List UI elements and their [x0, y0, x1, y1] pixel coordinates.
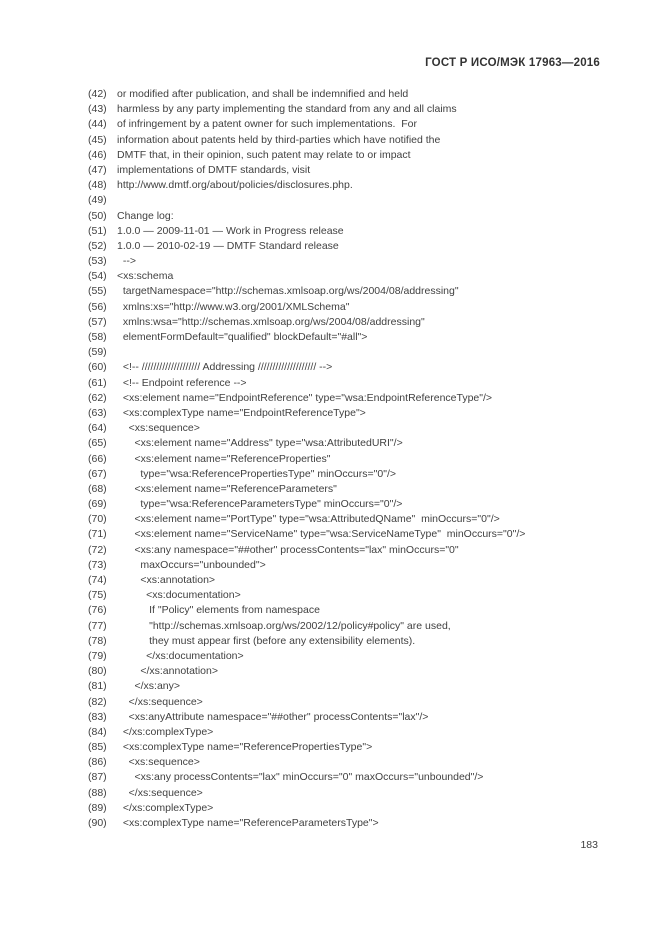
line-text: <xs:complexType name="EndpointReferenceType"> — [117, 406, 366, 419]
line-number: (60) — [88, 361, 107, 374]
line-text: targetNamespace="http://schemas.xmlsoap.org/ws/2004/08/addressing" — [117, 285, 459, 298]
line-text: <xs:element name="ServiceName" type="wsa:ServiceNameType" minOccurs="0"/> — [117, 528, 526, 541]
line-number: (78) — [88, 634, 107, 647]
code-line — [88, 224, 631, 239]
line-text: xmlns:wsa="http://schemas.xmlsoap.org/ws/2004/08/addressing" — [117, 315, 425, 328]
code-line — [88, 148, 631, 163]
code-line — [88, 117, 631, 132]
line-number: (47) — [88, 163, 107, 176]
line-text: </xs:sequence> — [117, 695, 203, 708]
code-line — [88, 330, 631, 345]
line-number: (44) — [88, 118, 107, 131]
line-text: </xs:annotation> — [117, 665, 218, 678]
line-number: (61) — [88, 376, 107, 389]
code-line — [88, 87, 631, 102]
line-text: they must appear first (before any extensibility elements). — [117, 634, 416, 647]
code-line — [88, 239, 631, 254]
code-line — [88, 133, 631, 148]
line-number: (48) — [88, 179, 107, 192]
line-number: (90) — [88, 817, 107, 829]
line-text: <xs:element name="PortType" type="wsa:AttributedQName" minOccurs="0"/> — [117, 513, 500, 526]
line-number: (82) — [88, 695, 107, 708]
line-number: (71) — [88, 528, 107, 541]
line-number: (83) — [88, 710, 107, 723]
line-number: (55) — [88, 285, 107, 298]
line-number: (62) — [88, 391, 107, 404]
line-number: (69) — [88, 498, 107, 511]
line-text: <xs:documentation> — [117, 589, 241, 602]
code-line — [88, 664, 631, 679]
line-text: 1.0.0 — 2010-02-19 — DMTF Standard release — [117, 239, 339, 252]
line-text: If "Policy" elements from namespace — [117, 604, 320, 617]
line-number: (80) — [88, 665, 107, 678]
line-number: (89) — [88, 801, 107, 814]
line-text: Change log: — [117, 209, 174, 222]
code-line — [88, 467, 631, 482]
code-line — [88, 527, 631, 542]
code-line — [88, 558, 631, 573]
line-text: </xs:documentation> — [117, 649, 244, 662]
line-number: (45) — [88, 133, 107, 146]
line-text: </xs:any> — [117, 680, 181, 693]
line-text: <xs:anyAttribute namespace="##other" processContents="lax"/> — [117, 710, 429, 723]
line-text: <!-- //////////////////// Addressing //////////////////// --> — [117, 361, 333, 374]
line-number: (49) — [88, 194, 107, 207]
line-text: type="wsa:ReferenceParametersType" minOccurs="0"/> — [117, 498, 403, 511]
line-text: of infringement by a patent owner for such implementations. For — [117, 118, 417, 131]
line-text: "http://schemas.xmlsoap.org/ws/2002/12/policy#policy" are used, — [117, 619, 451, 632]
code-line — [88, 178, 631, 193]
line-number: (57) — [88, 315, 107, 328]
line-number: (68) — [88, 482, 107, 495]
line-text: </xs:complexType> — [117, 725, 214, 738]
line-number: (73) — [88, 558, 107, 571]
code-line — [88, 816, 631, 831]
line-number: (79) — [88, 649, 107, 662]
code-line — [88, 421, 631, 436]
line-number: (63) — [88, 406, 107, 419]
line-text: <xs:any processContents="lax" minOccurs="0" maxOccurs="unbounded"/> — [117, 771, 484, 784]
line-number: (67) — [88, 467, 107, 480]
document-header-title: ГОСТ Р ИСО/МЭК 17963—2016 — [425, 57, 600, 69]
line-number: (51) — [88, 224, 107, 237]
code-line — [88, 740, 631, 755]
code-line — [88, 436, 631, 451]
line-number: (70) — [88, 513, 107, 526]
line-number: (87) — [88, 771, 107, 784]
line-number: (74) — [88, 574, 107, 586]
code-line — [88, 284, 631, 299]
code-line — [88, 269, 631, 284]
line-text: <xs:any namespace="##other" processContents="lax" minOccurs="0" — [117, 543, 459, 556]
code-line — [88, 679, 631, 694]
line-text: DMTF that, in their opinion, such patent may relate to or impact — [117, 148, 411, 161]
code-line — [88, 254, 631, 269]
code-line — [88, 193, 631, 208]
line-number: (64) — [88, 422, 107, 435]
line-number: (58) — [88, 331, 107, 343]
line-text: harmless by any party implementing the standard from any and all claims — [117, 103, 457, 116]
line-text: --> — [117, 255, 136, 268]
code-line — [88, 315, 631, 330]
code-line — [88, 755, 631, 770]
line-number: (43) — [88, 103, 107, 116]
line-text: implementations of DMTF standards, visit — [117, 163, 311, 176]
line-number: (46) — [88, 148, 107, 161]
code-line — [88, 406, 631, 421]
line-number: (65) — [88, 437, 107, 450]
code-line — [88, 102, 631, 117]
line-text: </xs:complexType> — [117, 801, 214, 814]
line-number: (72) — [88, 543, 107, 556]
code-line — [88, 619, 631, 634]
line-number: (52) — [88, 239, 107, 252]
code-line — [88, 482, 631, 497]
line-text: <xs:complexType name="ReferenceParametersType"> — [117, 817, 379, 829]
code-line — [88, 452, 631, 467]
code-line — [88, 710, 631, 725]
page-number: 183 — [580, 839, 598, 851]
line-text: elementFormDefault="qualified" blockDefault="#all"> — [117, 331, 368, 343]
line-text — [117, 193, 631, 208]
code-line — [88, 801, 631, 816]
code-line — [88, 543, 631, 558]
line-number: (75) — [88, 589, 107, 602]
line-number: (50) — [88, 209, 107, 222]
code-line — [88, 695, 631, 710]
line-text: <xs:schema — [117, 270, 174, 283]
line-number: (59) — [88, 346, 107, 359]
code-line — [88, 512, 631, 527]
code-line — [88, 300, 631, 315]
line-text: or modified after publication, and shall be indemnified and held — [117, 88, 409, 100]
code-line — [88, 770, 631, 785]
line-text: <xs:element name="ReferenceParameters" — [117, 482, 337, 495]
line-text: information about patents held by third-parties which have notified the — [117, 133, 441, 146]
line-text: xmlns:xs="http://www.w3.org/2001/XMLSchema" — [117, 300, 350, 313]
code-line — [88, 209, 631, 224]
code-line — [88, 786, 631, 801]
line-number: (76) — [88, 604, 107, 617]
code-line — [88, 376, 631, 391]
line-text: <xs:sequence> — [117, 756, 200, 769]
line-text: <!-- Endpoint reference --> — [117, 376, 247, 389]
code-line — [88, 725, 631, 740]
code-line — [88, 588, 631, 603]
line-text: <xs:element name="EndpointReference" type="wsa:EndpointReferenceType"/> — [117, 391, 493, 404]
line-number: (84) — [88, 725, 107, 738]
line-number: (54) — [88, 270, 107, 283]
code-line — [88, 603, 631, 618]
line-text: <xs:complexType name="ReferencePropertiesType"> — [117, 741, 373, 754]
code-line — [88, 345, 631, 360]
code-lines — [88, 87, 631, 831]
line-text: maxOccurs="unbounded"> — [117, 558, 266, 571]
line-text: http://www.dmtf.org/about/policies/disclosures.php. — [117, 179, 353, 192]
line-number: (53) — [88, 255, 107, 268]
line-number: (56) — [88, 300, 107, 313]
line-text: <xs:element name="Address" type="wsa:AttributedURI"/> — [117, 437, 403, 450]
line-number: (85) — [88, 741, 107, 754]
line-number: (81) — [88, 680, 107, 693]
line-text: <xs:sequence> — [117, 422, 200, 435]
code-line — [88, 163, 631, 178]
code-line — [88, 497, 631, 512]
line-number: (77) — [88, 619, 107, 632]
line-number: (86) — [88, 756, 107, 769]
line-number: (66) — [88, 452, 107, 465]
code-line — [88, 360, 631, 375]
line-text: 1.0.0 — 2009-11-01 — Work in Progress release — [117, 224, 344, 237]
line-number: (42) — [88, 88, 107, 100]
line-text: type="wsa:ReferencePropertiesType" minOccurs="0"/> — [117, 467, 396, 480]
code-line — [88, 649, 631, 664]
line-text — [117, 345, 631, 360]
line-text: <xs:element name="ReferenceProperties" — [117, 452, 331, 465]
code-line — [88, 391, 631, 406]
line-text: <xs:annotation> — [117, 574, 216, 586]
code-line — [88, 634, 631, 649]
code-line — [88, 573, 631, 588]
line-number: (88) — [88, 786, 107, 799]
line-text: </xs:sequence> — [117, 786, 203, 799]
